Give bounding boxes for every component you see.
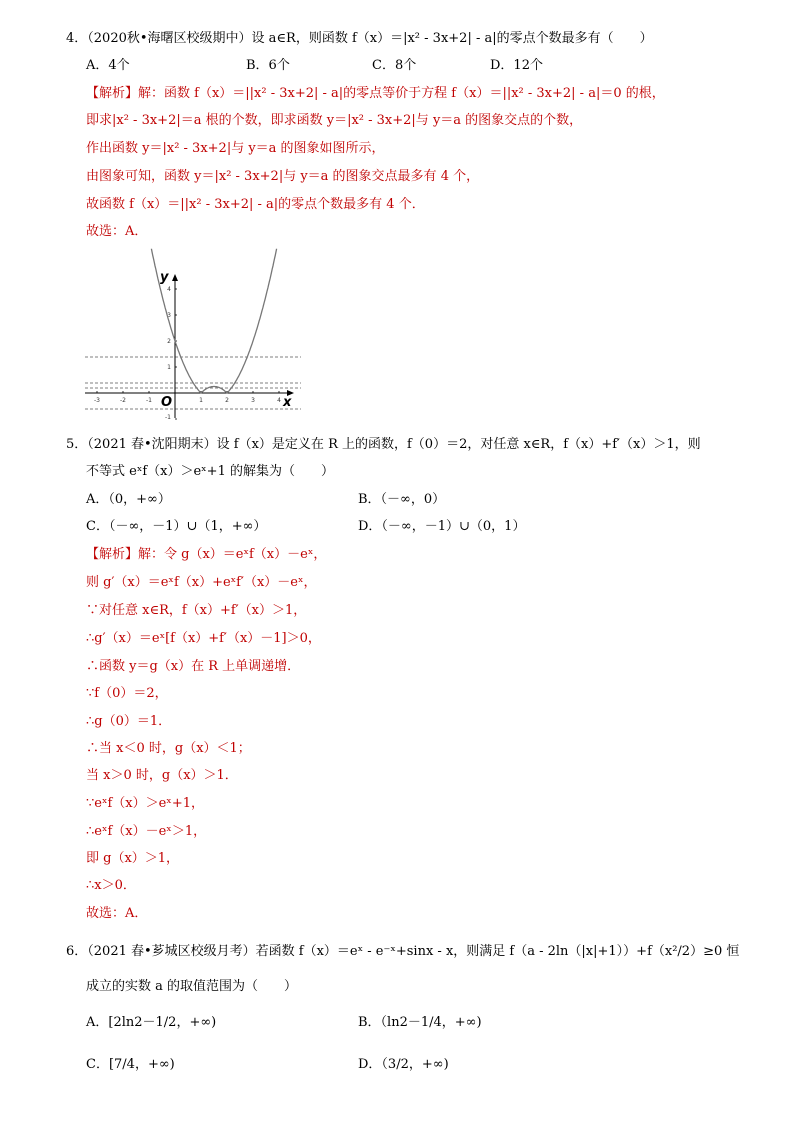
q4-stem: 4．（2020秋•海曙区校级期中）设 a∈R，则函数 f（x）＝|x² - 3x+2| - a|的零点个数最多有（ ） — [66, 31, 653, 46]
q4-solution-line-5: 故函数 f（x）＝||x² - 3x+2| - a|的零点个数最多有 4 个． — [86, 197, 425, 212]
q6-option-d: D．（3/2，+∞) — [358, 1057, 449, 1072]
x-tick-label: 3 — [251, 397, 255, 404]
q5-solution-line-13: ∴x＞0． — [86, 878, 136, 893]
y-axis-label: y — [160, 270, 169, 285]
x-tick-label: -2 — [120, 397, 126, 404]
q5-option-c: C．（－∞，－1）∪（1，+∞） — [86, 519, 267, 534]
q5-stem-line-2: 不等式 eˣf（x）＞eˣ+1 的解集为（ ） — [86, 464, 334, 479]
q6-option-c: C．[7/4，+∞) — [86, 1057, 175, 1072]
x-tick-label: 2 — [225, 397, 229, 404]
q4-solution-line-3: 作出函数 y＝|x² - 3x+2|与 y＝a 的图象如图所示， — [86, 141, 385, 156]
q4-option-a: A．4个 — [86, 58, 130, 73]
q5-option-a: A．（0，+∞） — [86, 492, 171, 507]
y-axis-arrow — [172, 274, 178, 281]
q6-option-a: A．[2ln2－1/2，+∞) — [86, 1015, 217, 1030]
q5-solution-line-2: 则 g′（x）＝eˣf（x）+eˣf′（x）－eˣ， — [86, 575, 317, 590]
x-tick-label: 4 — [277, 397, 281, 404]
q5-solution-line-11: ∴eˣf（x）－eˣ＞1， — [86, 824, 207, 839]
q5-solution-line-1: 【解析】解：令 g（x）＝eˣf（x）－eˣ， — [86, 547, 327, 562]
y-tick-label: -1 — [165, 414, 171, 420]
x-tick-label: 1 — [199, 397, 203, 404]
q5-solution-line-14: 故选：A． — [86, 906, 148, 921]
q4-option-c: C．8个 — [372, 58, 417, 73]
q5-solution-line-3: ∵对任意 x∈R，f（x）+f′（x）＞1， — [86, 603, 307, 618]
q4-solution-line-6: 故选：A． — [86, 224, 148, 239]
x-tick-label: -3 — [94, 397, 100, 404]
x-tick-label: -1 — [146, 397, 152, 404]
y-tick-label: 2 — [167, 338, 171, 345]
q6-stem-line-1: 6．（2021 春•芗城区校级月考）若函数 f（x）＝eˣ - e⁻ˣ+sinx - x，则满足 f（a - 2ln（|x|+1））+f（x²/2）≥0 恒 — [66, 944, 740, 959]
q5-solution-line-4: ∴g′（x）＝eˣ[f（x）+f′（x）－1]＞0， — [86, 631, 321, 646]
q5-solution-line-9: 当 x＞0 时，g（x）＞1． — [86, 768, 238, 783]
y-tick-label: 3 — [167, 312, 171, 319]
q5-solution-line-8: ∴当 x＜0 时，g（x）＜1； — [86, 741, 251, 756]
q4-graph-svg — [85, 248, 301, 420]
q5-solution-line-6: ∵f（0）＝2， — [86, 686, 168, 701]
q4-option-d: D．12个 — [490, 58, 543, 73]
q5-solution-line-12: 即 g（x）＞1， — [86, 851, 180, 866]
y-tick-label: 4 — [167, 286, 171, 293]
q4-option-b: B．6个 — [246, 58, 290, 73]
q5-solution-line-7: ∴g（0）＝1． — [86, 714, 172, 729]
q4-graph-figure — [85, 248, 301, 420]
q4-solution-line-4: 由图象可知，函数 y＝|x² - 3x+2|与 y＝a 的图象交点最多有 4 个， — [86, 169, 480, 184]
q5-solution-line-5: ∴函数 y＝g（x）在 R 上单调递增． — [86, 659, 301, 674]
x-axis-label: x — [283, 395, 292, 410]
origin-label: O — [161, 395, 173, 410]
q6-stem-line-2: 成立的实数 a 的取值范围为（ ） — [86, 979, 298, 994]
q4-solution-line-2: 即求|x² - 3x+2|＝a 根的个数，即求函数 y＝|x² - 3x+2|与 y＝a 的图象交点的个数， — [86, 113, 583, 128]
y-tick-label: 1 — [167, 364, 171, 371]
q4-solution-line-1: 【解析】解：函数 f（x）＝||x² - 3x+2| - a|的零点等价于方程 f（x）＝||x² - 3x+2| - a|＝0 的根， — [86, 86, 665, 101]
q5-solution-line-10: ∵eˣf（x）＞eˣ+1， — [86, 796, 204, 811]
q5-option-d: D．（－∞，－1）∪（0，1） — [358, 519, 526, 534]
q5-option-b: B．（－∞，0） — [358, 492, 446, 507]
q5-stem-line-1: 5．（2021 春•沈阳期末）设 f（x）是定义在 R 上的函数，f（0）＝2，对任意 x∈R，f（x）+f′（x）＞1，则 — [66, 437, 701, 452]
function-curve — [151, 249, 276, 393]
q6-option-b: B．（ln2－1/4，+∞) — [358, 1015, 482, 1030]
